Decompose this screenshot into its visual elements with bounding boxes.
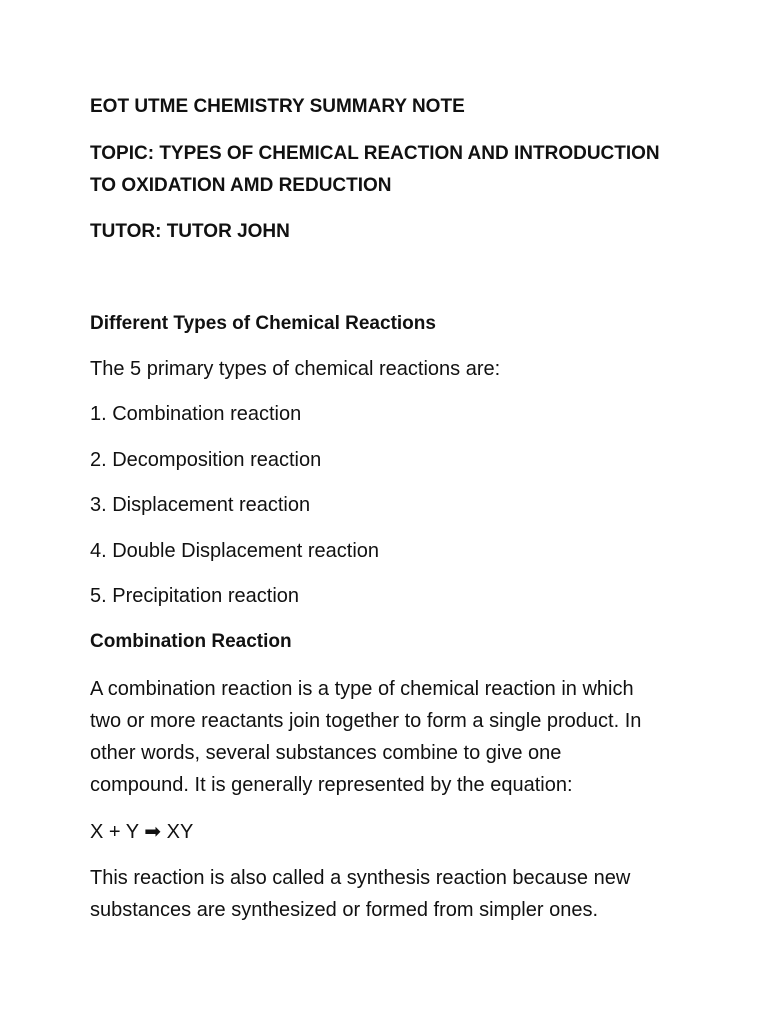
list-item: 4. Double Displacement reaction (90, 540, 380, 562)
types-intro: The 5 primary types of chemical reactions are: (90, 358, 501, 380)
paragraph-line: A combination reaction is a type of chemical reaction in which (90, 678, 634, 700)
document-title: EOT UTME CHEMISTRY SUMMARY NOTE (90, 96, 465, 117)
list-item: 3. Displacement reaction (90, 494, 311, 516)
tutor-line: TUTOR: TUTOR JOHN (90, 221, 290, 242)
list-item: 2. Decomposition reaction (90, 449, 322, 471)
section-heading-types: Different Types of Chemical Reactions (90, 313, 436, 334)
paragraph-line: other words, several substances combine to give one (90, 742, 562, 764)
list-item: 5. Precipitation reaction (90, 585, 300, 607)
paragraph-line: substances are synthesized or formed from simpler ones. (90, 899, 598, 921)
paragraph-line: This reaction is also called a synthesis reaction because new (90, 867, 631, 889)
combination-paragraph (90, 673, 690, 801)
section-heading-combination: Combination Reaction (90, 631, 292, 652)
paragraph-line: two or more reactants join together to form a single product. In (90, 710, 642, 732)
reaction-equation: X + Y ➡ XY (90, 821, 194, 843)
topic-line-2: TO OXIDATION AMD REDUCTION (90, 175, 392, 196)
topic-line-1: TOPIC: TYPES OF CHEMICAL REACTION AND INTRODUCTION (90, 143, 660, 164)
list-item: 1. Combination reaction (90, 403, 302, 425)
synthesis-paragraph (90, 862, 690, 926)
paragraph-line: compound. It is generally represented by the equation: (90, 774, 573, 796)
